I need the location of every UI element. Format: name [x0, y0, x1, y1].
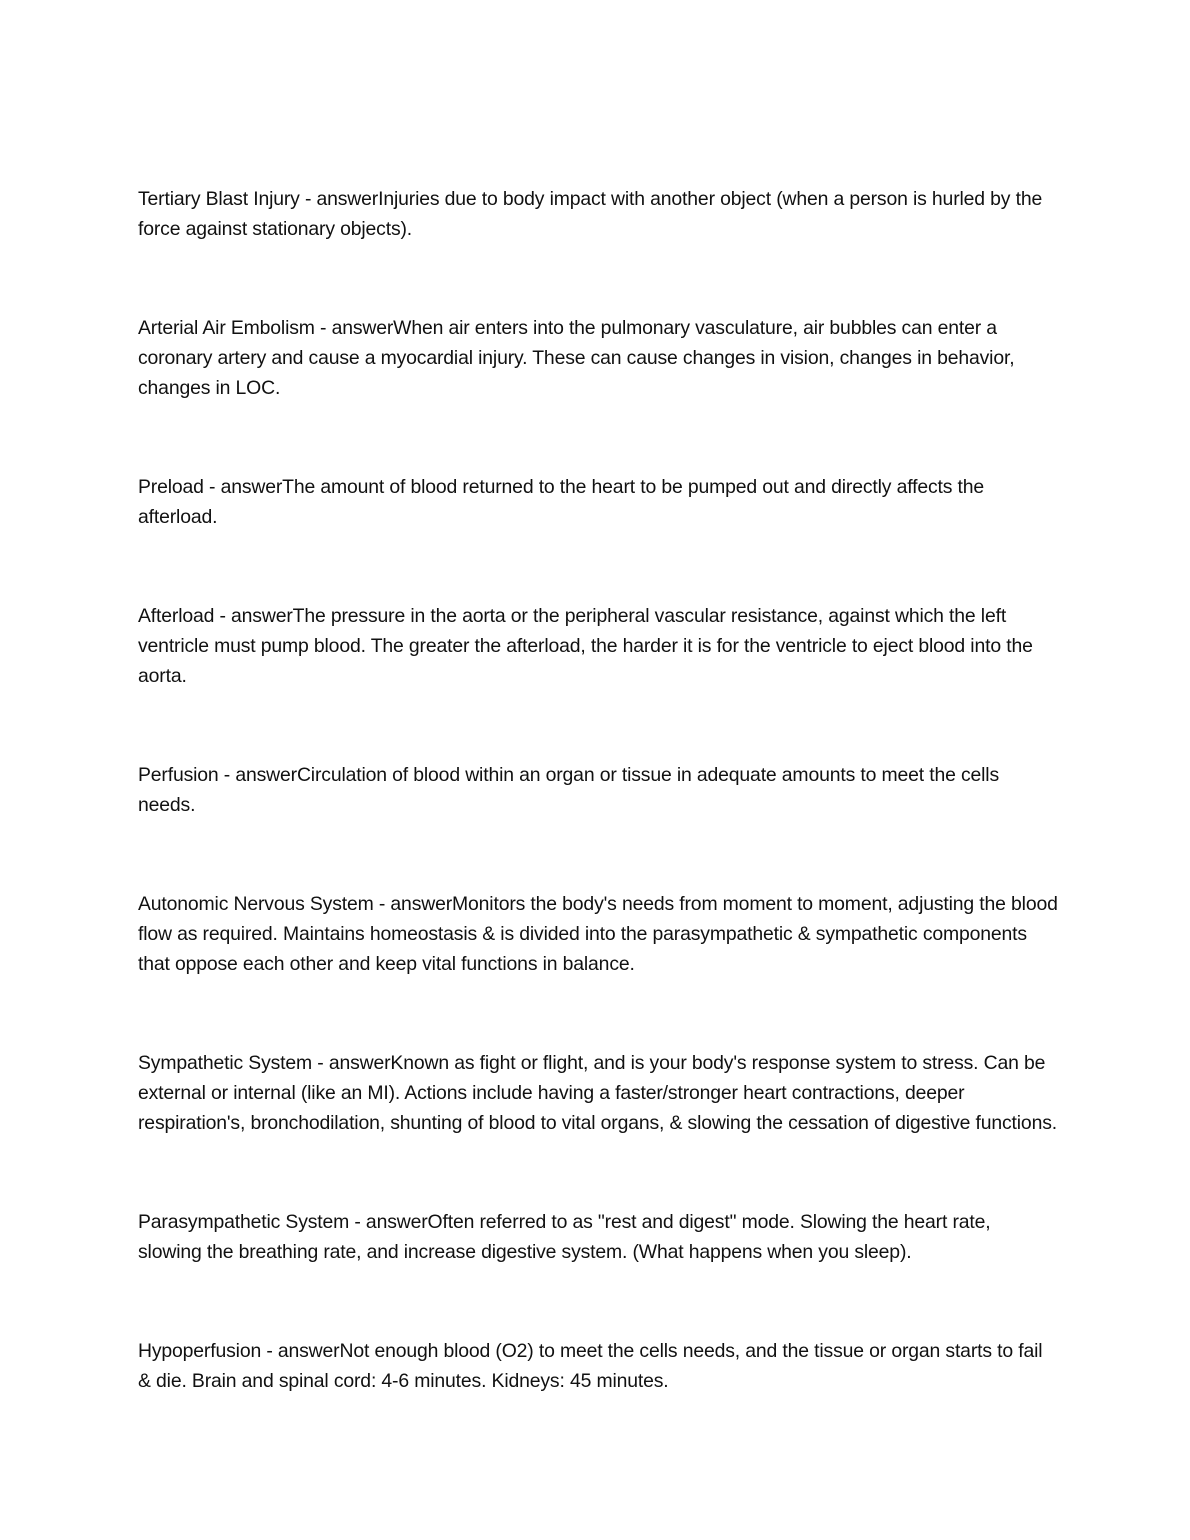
entry-arterial-air-embolism: Arterial Air Embolism - answerWhen air enters into the pulmonary vasculature, air bubbles can enter a coronary artery and cause a myocardial injury. These can cause changes in vision, changes in behavior, changes in LOC.	[138, 317, 1015, 399]
flashcard-list	[138, 184, 1058, 1396]
entry-parasympathetic-system: Parasympathetic System - answerOften referred to as "rest and digest" mode. Slowing the heart rate, slowing the breathing rate, and increase digestive system. (What happens when you sleep).	[138, 1211, 991, 1263]
entry-autonomic-nervous-system: Autonomic Nervous System - answerMonitors the body's needs from moment to moment, adjusting the blood flow as required. Maintains homeostasis & is divided into the parasympathetic & sympathetic components that oppose each other and keep vital functions in balance.	[138, 893, 1058, 975]
entry-afterload: Afterload - answerThe pressure in the aorta or the peripheral vascular resistance, against which the left ventricle must pump blood. The greater the afterload, the harder it is for the ventricle to eject blood into the aorta.	[138, 605, 1033, 687]
entry-sympathetic-system: Sympathetic System - answerKnown as fight or flight, and is your body's response system to stress. Can be external or internal (like an MI). Actions include having a faster/stronger heart contractions, deeper respiration's, bronchodilation, shunting of blood to vital organs, & slowing the cessation of digestive functions.	[138, 1052, 1057, 1134]
entry-perfusion: Perfusion - answerCirculation of blood within an organ or tissue in adequate amounts to meet the cells needs.	[138, 764, 1000, 816]
entry-tertiary-blast-injury: Tertiary Blast Injury - answerInjuries due to body impact with another object (when a person is hurled by the force against stationary objects).	[138, 188, 1043, 240]
entry-preload: Preload - answerThe amount of blood returned to the heart to be pumped out and directly affects the afterload.	[138, 476, 985, 528]
entry-hypoperfusion: Hypoperfusion - answerNot enough blood (O2) to meet the cells needs, and the tissue or organ starts to fail & die. Brain and spinal cord: 4-6 minutes. Kidneys: 45 minutes.	[138, 1340, 1043, 1392]
